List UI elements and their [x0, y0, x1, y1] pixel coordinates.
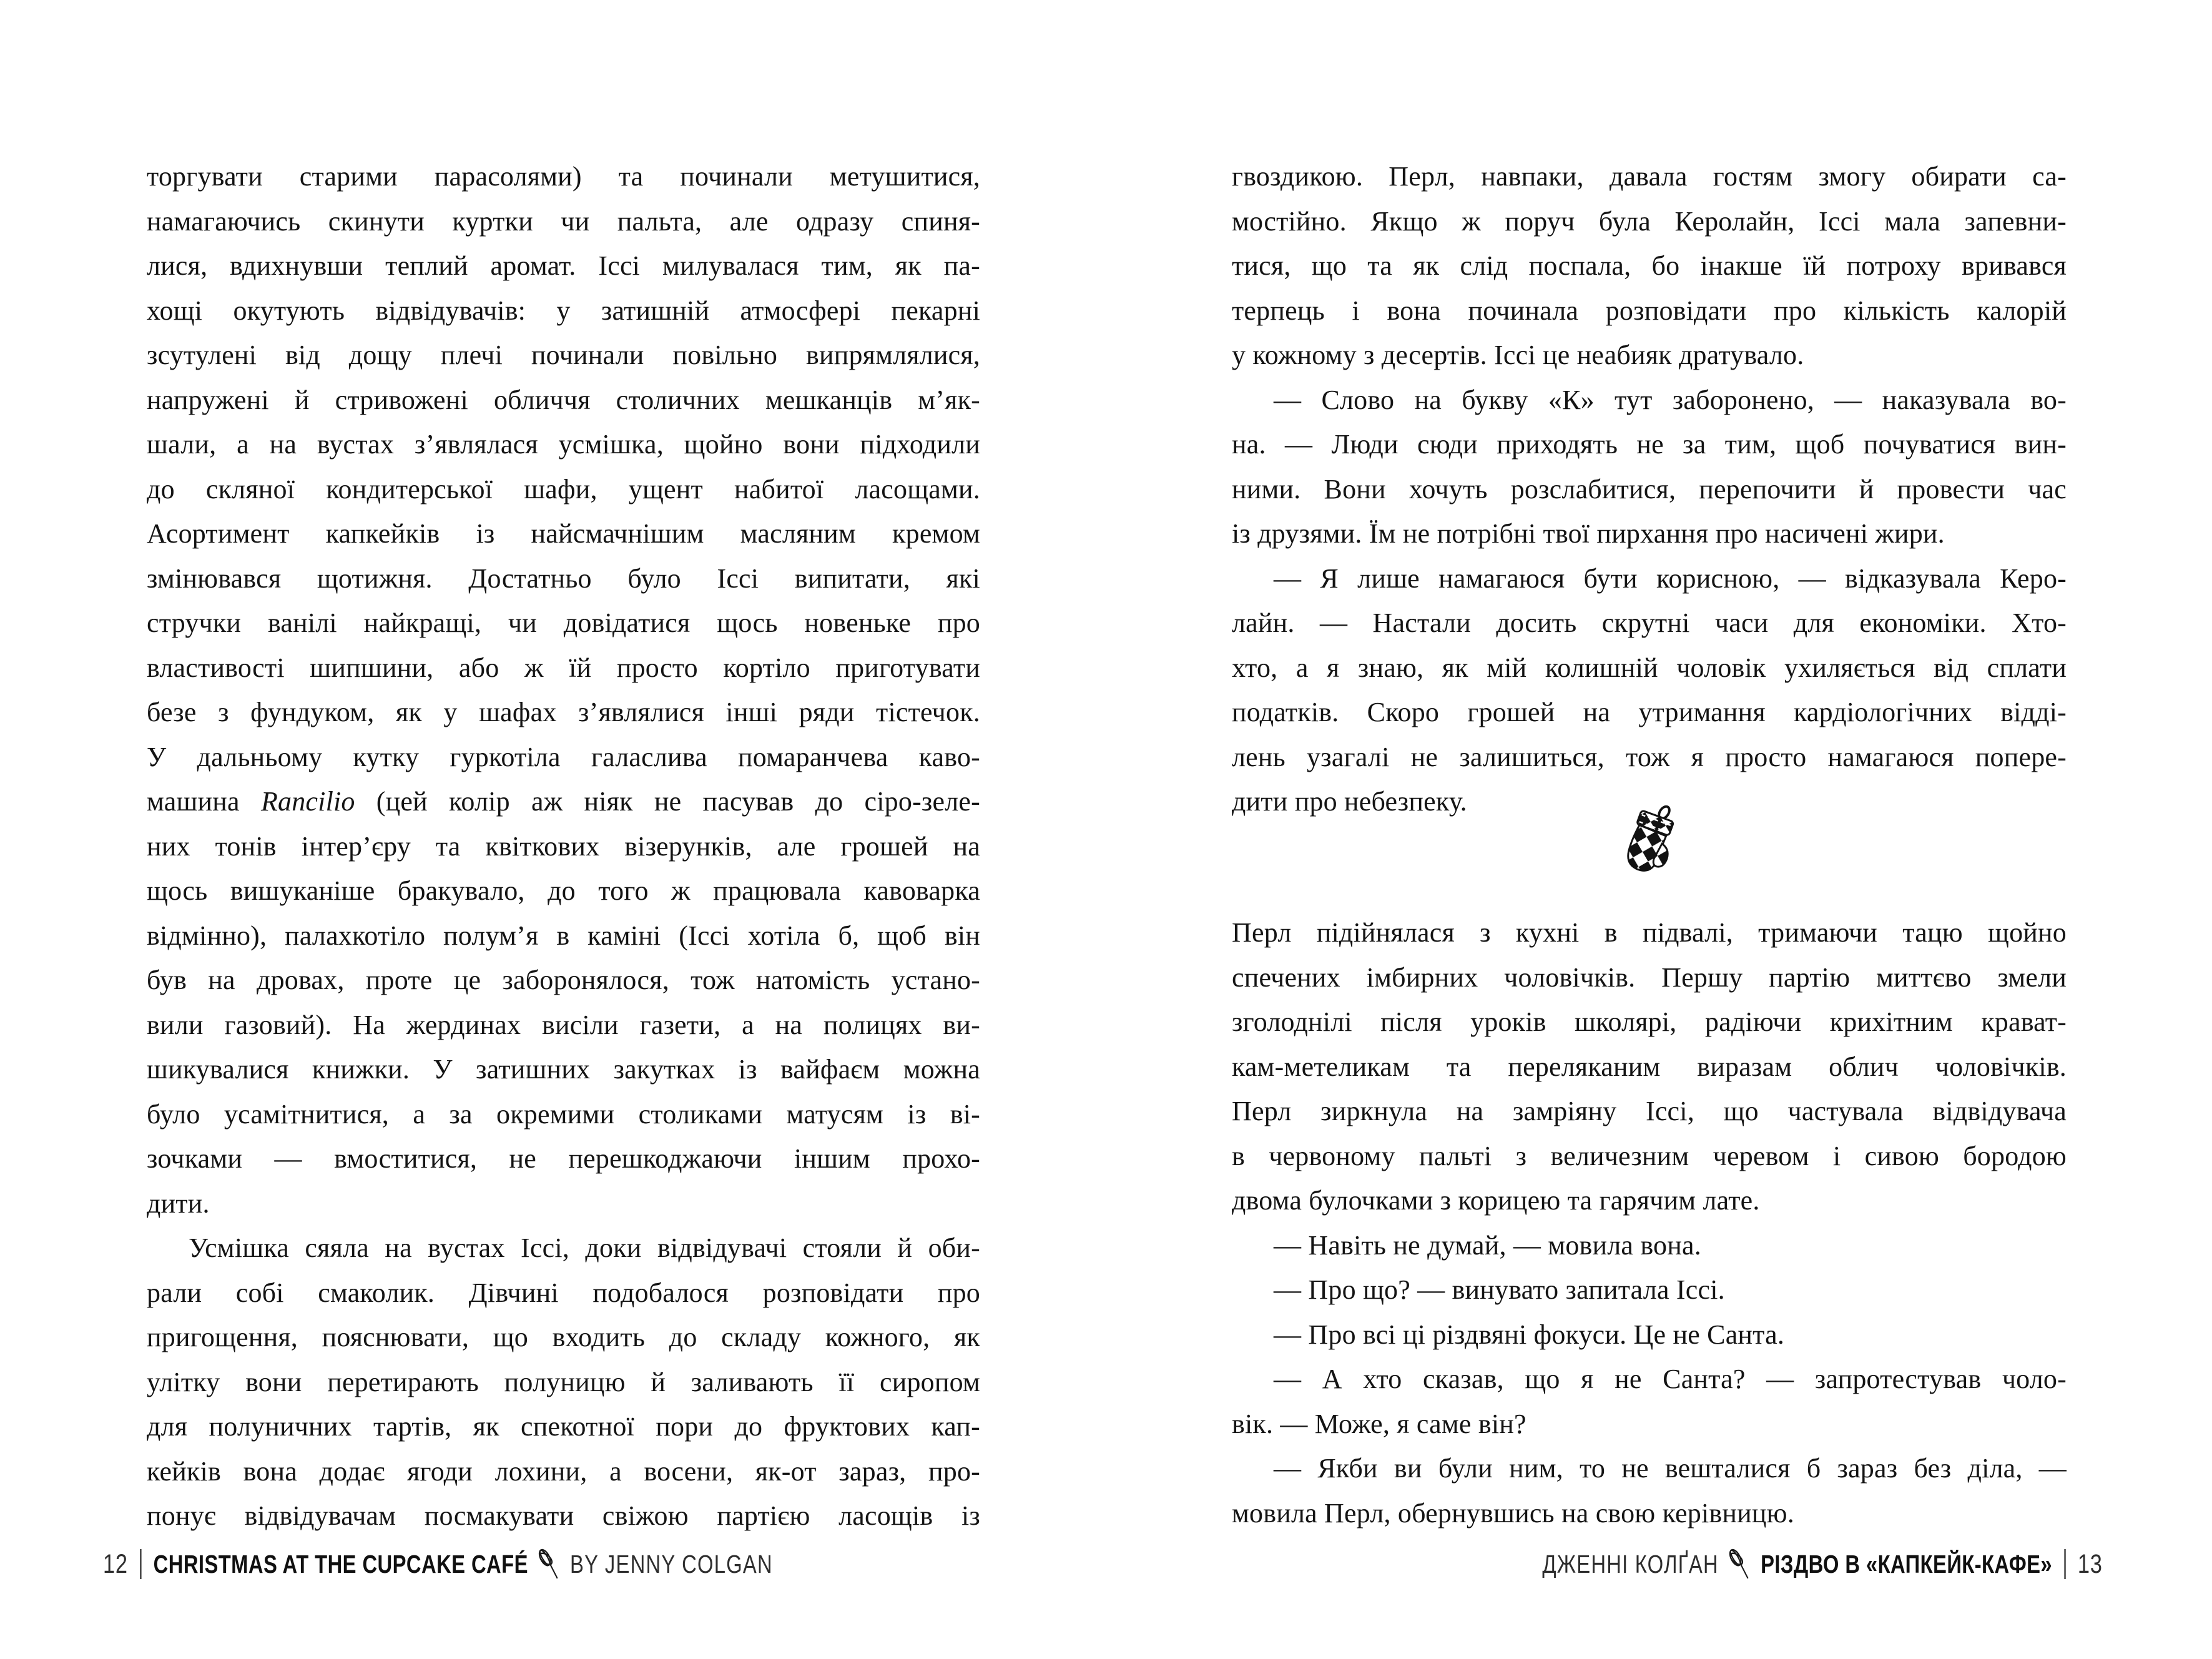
text-line: гвоздикою. Перл, навпаки, давала гостям змогу обирати са- [1232, 161, 2067, 192]
whisk-icon [536, 1548, 563, 1580]
text-line: пригощення, пояснювати, що входить до складу кожного, як [147, 1322, 980, 1352]
text-line: двома булочками з корицею та гарячим лате. [1232, 1185, 1760, 1216]
text-line: у кожному з десертів. Іссі це неабияк дратувало. [1232, 340, 1804, 370]
text-line: на. — Люди сюди приходять не за тим, щоб почуватися вин- [1232, 429, 2067, 460]
text-line: машина Rancilio (цей колір аж ніяк не пасував до сіро-зеле- [147, 786, 980, 817]
oven-mitt-ornament-icon [1619, 801, 1680, 882]
text-line: торгувати старими парасолями) та починали метушитися, [147, 161, 980, 192]
text-line: У дальньому кутку гуркотіла галаслива помаранчева каво- [147, 741, 980, 772]
text-line: лися, вдихнувши теплий аромат. Іссі милувалася тим, як па- [147, 250, 980, 281]
text-line: вили газовий). На жердинах висіли газети, а на полицях ви- [147, 1009, 980, 1040]
left-page-footer [103, 1547, 773, 1581]
paragraph [147, 1226, 980, 1538]
text-line: було усамітнитися, а за окремими столиками матусям із ві- [147, 1098, 980, 1130]
paragraph [1232, 1312, 2067, 1357]
text-line: дити про небезпеку. [1232, 786, 1467, 817]
text-line: із друзями. Їм не потрібні твої пирхання про насичені жири. [1232, 518, 1945, 549]
text-line: Перл зиркнула на замріяну Іссі, що частувала відвідувача [1232, 1096, 2067, 1126]
paragraph [1232, 1357, 2067, 1446]
text-line: стручки ванілі найкращі, чи довідатися щось новеньке про [147, 608, 980, 638]
text-line: безе з фундуком, як у шафах з’являлися інші ряди тістечок. [147, 697, 980, 727]
text-line: — Про що? — винувато запитала Іссі. [1274, 1274, 1725, 1305]
book-title: РІЗДВО В «КАПКЕЙК-КАФЕ» [1761, 1549, 2053, 1578]
text-line: хто, а я знаю, як мій колишній чоловік ухиляється від сплати [1232, 652, 2067, 683]
text-line: намагаючись скинути куртки чи пальта, але одразу спиня- [147, 205, 980, 237]
text-line: властивості шипшини, або ж їй просто кортіло приготувати [147, 652, 980, 683]
text-line: для полуничних тартів, як спекотної пори до фруктових кап- [147, 1411, 980, 1442]
text-line: — Я лише намагаюся бути корисною, — відказувала Керо- [1274, 563, 2067, 594]
right-page [1106, 0, 2212, 1659]
paragraph [1232, 556, 2067, 824]
page-number: 12 [103, 1548, 128, 1579]
text-line: зсутулені від дощу плечі починали повільно випрямлялися, [147, 340, 980, 370]
text-line: — А хто сказав, що я не Санта? — запротестував чоло- [1274, 1364, 2067, 1394]
text-line: до скляної кондитерської шафи, ущент набитої ласощами. [147, 473, 980, 505]
text-line: кам-метеликам та переляканим виразам облич чоловічків. [1232, 1051, 2067, 1082]
text-line: мовила Перл, обернувшись на свою керівницю. [1232, 1497, 1794, 1529]
text-line: напружені й стривожені обличчя столичних мешканців м’як- [147, 384, 980, 415]
text-line: — Якби ви були ним, то не вешталися б зараз без діла, — [1274, 1453, 2067, 1484]
text-line: зголоднілі після уроків школярі, радіючи крихітним крават- [1232, 1007, 2067, 1037]
text-line: терпець і вона починала розповідати про кількість калорій [1232, 295, 2067, 326]
paragraph [147, 154, 980, 1226]
text-line: Перл підійнялася з кухні в підвалі, тримаючи тацю щойно [1232, 917, 2067, 948]
text-line: спечених імбирних чоловічків. Першу партію миттєво змели [1232, 962, 2067, 993]
text-line: лень узагалі не залишиться, тож я просто намагаюся попере- [1232, 741, 2067, 772]
paragraph [1232, 910, 2067, 1223]
text-line: улітку вони перетирають полуницю й заливають її сиропом [147, 1366, 980, 1397]
footer-divider [2065, 1549, 2066, 1579]
text-line: Асортимент капкейків із найсмачнішим масляним кремом [147, 518, 980, 549]
text-line: вік. — Може, я саме він? [1232, 1408, 1526, 1439]
text-line: змінювався щотижня. Достатньо було Іссі випитати, які [147, 563, 980, 594]
text-line: кейків вона додає ягоди лохини, а восени, як-от зараз, про- [147, 1455, 980, 1487]
right-page-text-bottom [1232, 910, 2067, 1535]
text-line: був на дровах, проте це заборонялося, тож натомість устано- [147, 965, 980, 995]
text-line: шали, а на вустах з’являлася усмішка, щойно вони підходили [147, 429, 980, 460]
text-line: зочками — вмоститися, не перешкоджаючи іншим прохо- [147, 1143, 980, 1174]
text-line: щось вишуканіше бракувало, до того ж працювала кавоварка [147, 875, 980, 906]
book-author: ДЖЕННІ КОЛҐАН [1542, 1549, 1719, 1578]
right-page-footer [1543, 1547, 2103, 1581]
text-line: тися, що та як слід поспала, бо інакше їй потроху вривався [1232, 250, 2067, 281]
paragraph [1232, 1223, 2067, 1268]
text-line: — Про всі ці різдвяні фокуси. Це не Санта. [1274, 1319, 1785, 1350]
text-line: мостійно. Якщо ж поруч була Керолайн, Іссі мала запевни- [1232, 205, 2067, 237]
text-line: ними. Вони хочуть розслабитися, перепочити й провести час [1232, 473, 2067, 505]
whisk-icon [1727, 1548, 1753, 1580]
text-line: дити. [147, 1188, 210, 1219]
paragraph [1232, 1268, 2067, 1312]
text-line: шикувалися книжки. У затишних закутках із вайфаєм можна [147, 1054, 980, 1085]
text-line: відмінно), палахкотіло полум’я в каміні (Іссі хотіла б, щоб він [147, 920, 980, 951]
text-line: рали собі смаколик. Дівчині подобалося розповідати про [147, 1277, 980, 1308]
text-line: них тонів інтер’єру та квіткових візерунків, але грошей на [147, 830, 980, 862]
book-title: CHRISTMAS AT THE CUPCAKE CAFÉ [153, 1549, 528, 1578]
right-page-text-top [1232, 154, 2067, 824]
text-line: в червоному пальті з величезним черевом і сивою бородою [1232, 1140, 2067, 1171]
page-number: 13 [2078, 1548, 2103, 1579]
paragraph [1232, 154, 2067, 378]
text-line: лайн. — Настали досить скрутні часи для економіки. Хто- [1232, 608, 2067, 638]
book-author: BY JENNY COLGAN [570, 1549, 773, 1578]
footer-divider [140, 1549, 141, 1579]
text-line: понує відвідувачам посмакувати свіжою партією ласощів із [147, 1500, 980, 1531]
paragraph [1232, 378, 2067, 556]
text-line: Усмішка сяяла на вустах Іссі, доки відвідувачі стояли й оби- [189, 1233, 980, 1263]
text-line: — Навіть не думай, — мовила вона. [1274, 1229, 1701, 1261]
text-line: хощі окутують відвідувачів: у затишній атмосфері пекарні [147, 295, 980, 326]
text-line: податків. Скоро грошей на утримання кардіологічних відді- [1232, 697, 2067, 727]
left-page-text [147, 154, 980, 1538]
text-line: — Слово на букву «К» тут заборонено, — наказувала во- [1274, 384, 2067, 415]
paragraph [1232, 1446, 2067, 1535]
